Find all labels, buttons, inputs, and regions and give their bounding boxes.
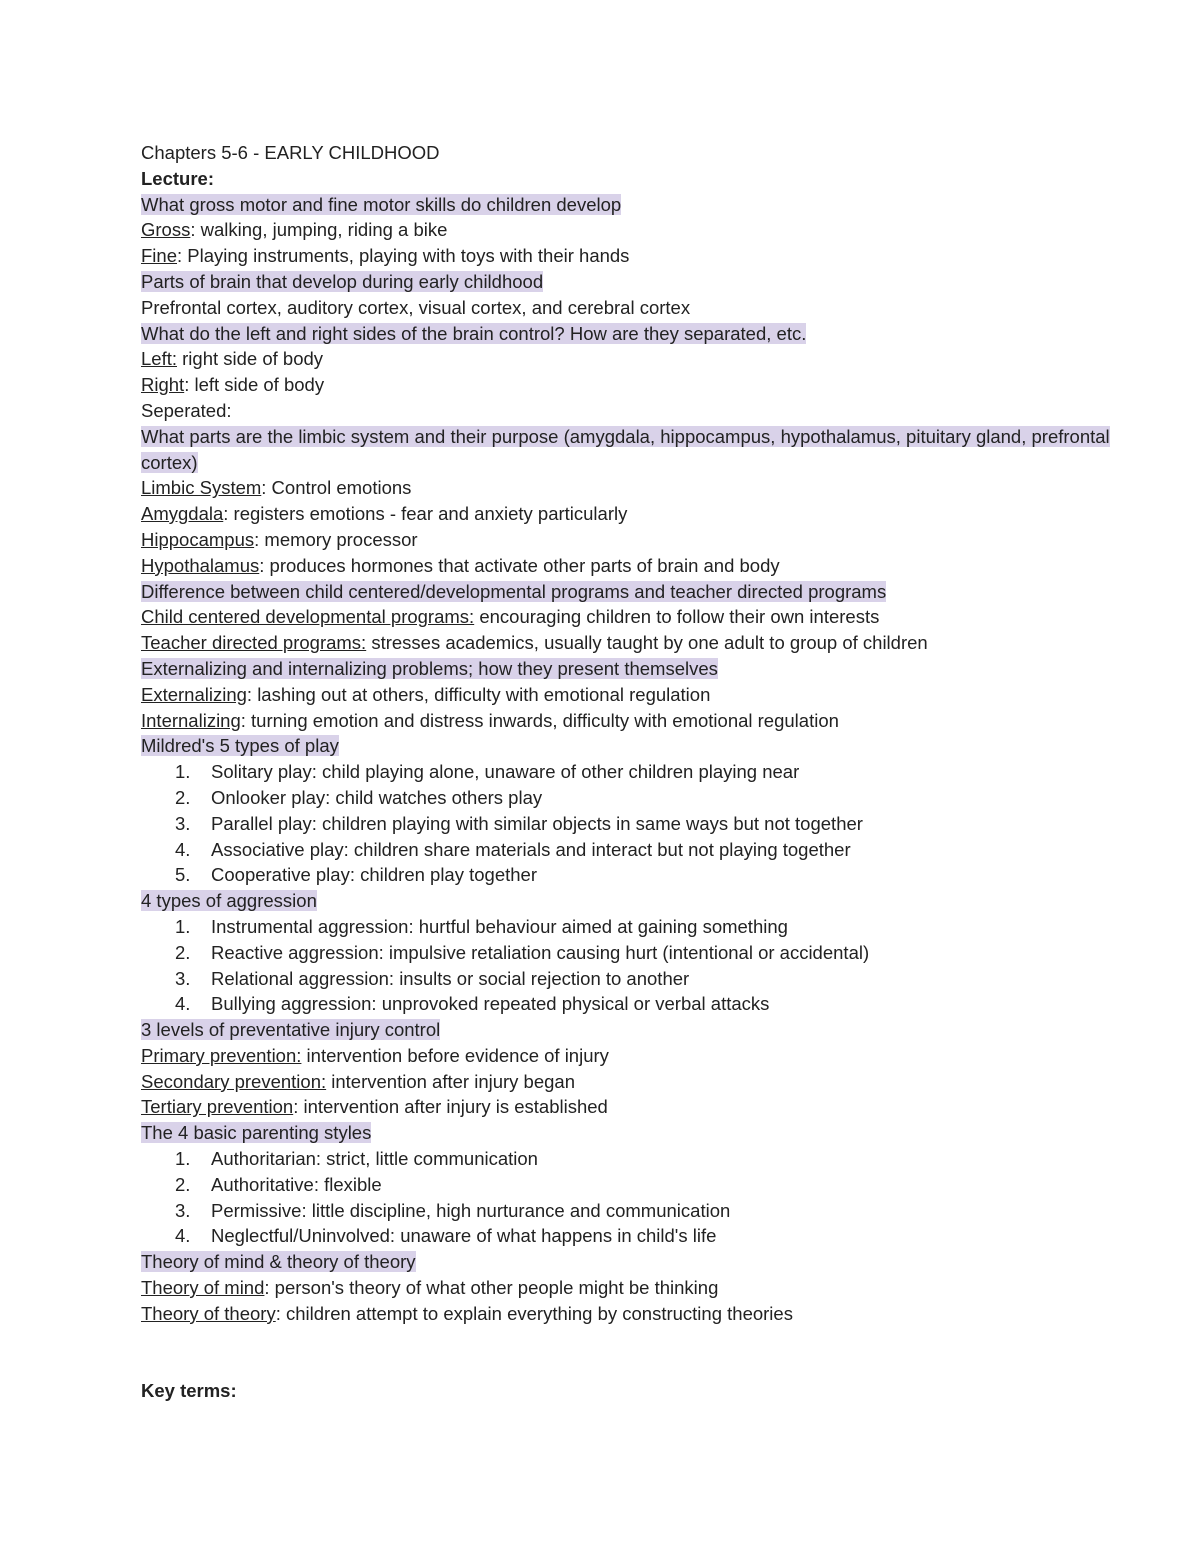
list-item-text: Bullying aggression: unprovoked repeated physical or verbal attacks (211, 993, 770, 1015)
definition-line (141, 217, 1141, 243)
definition-line (141, 1043, 1141, 1069)
list-item-text: Permissive: little discipline, high nurturance and communication (211, 1199, 731, 1221)
question-heading (141, 1120, 1141, 1146)
lecture-notes (141, 192, 1141, 1327)
definition-term: Right (141, 374, 185, 396)
list-item (141, 785, 1141, 811)
list-number: 2. (175, 786, 191, 808)
blank-space (141, 1327, 1141, 1379)
definition-text: : lashing out at others, difficulty with emotional regulation (246, 683, 711, 705)
definition-text: encouraging children to follow their own interests (474, 606, 880, 628)
highlighted-question: Parts of brain that develop during early childhood (141, 270, 544, 292)
list-number: 4. (175, 1225, 191, 1247)
definition-line (141, 682, 1141, 708)
list-item (141, 940, 1141, 966)
list-item (141, 1146, 1141, 1172)
list-item-text: Neglectful/Uninvolved: unaware of what happens in child's life (211, 1225, 717, 1247)
definition-term: Secondary prevention: (141, 1070, 327, 1092)
list-number: 4. (175, 993, 191, 1015)
list-item (141, 914, 1141, 940)
highlighted-question: What gross motor and fine motor skills do children develop (141, 193, 622, 215)
question-heading (141, 1249, 1141, 1275)
definition-line (141, 372, 1141, 398)
definition-line (141, 553, 1141, 579)
highlighted-question: 4 types of aggression (141, 890, 317, 912)
question-heading (141, 579, 1141, 605)
definition-line (141, 243, 1141, 269)
lecture-heading: Lecture: (141, 167, 214, 189)
definition-term: Fine (141, 245, 177, 267)
list-item (141, 837, 1141, 863)
definition-term: Limbic System (141, 477, 262, 499)
definition-line (141, 708, 1141, 734)
definition-term: Left: (141, 348, 177, 370)
definition-term: Tertiary prevention (141, 1096, 294, 1118)
text-line: Prefrontal cortex, auditory cortex, visual cortex, and cerebral cortex (141, 296, 691, 318)
definition-text: : intervention after injury is established (293, 1096, 608, 1118)
key-terms-heading: Key terms: (141, 1380, 237, 1402)
highlighted-question: Difference between child centered/developmental programs and teacher directed programs (141, 580, 887, 602)
definition-term: Gross (141, 219, 191, 241)
list-item-text: Relational aggression: insults or social rejection to another (211, 967, 690, 989)
definition-line (141, 475, 1141, 501)
document-body (141, 140, 1141, 1404)
list-item (141, 1172, 1141, 1198)
definition-term: Hypothalamus (141, 554, 260, 576)
definition-term: Theory of theory (141, 1302, 276, 1324)
list-item-text: Authoritarian: strict, little communication (211, 1148, 538, 1170)
list-item (141, 966, 1141, 992)
definition-term: Internalizing (141, 709, 241, 731)
list-item (141, 811, 1141, 837)
definition-text: intervention after injury began (326, 1070, 575, 1092)
highlighted-question: What do the left and right sides of the brain control? How are they separated, etc. (141, 322, 807, 344)
question-heading (141, 733, 1141, 759)
highlighted-question: Mildred's 5 types of play (141, 735, 339, 757)
definition-text: : Playing instruments, playing with toys with their hands (177, 245, 630, 267)
definition-line (141, 630, 1141, 656)
list-item-text: Reactive aggression: impulsive retaliation causing hurt (intentional or accidental) (211, 941, 870, 963)
list-number: 1. (175, 1148, 191, 1170)
definition-term: Primary prevention: (141, 1044, 302, 1066)
question-heading (141, 1017, 1141, 1043)
list-number: 3. (175, 1199, 191, 1221)
definition-term: Child centered developmental programs: (141, 606, 475, 628)
list-item (141, 991, 1141, 1017)
definition-text: : children attempt to explain everything by constructing theories (275, 1302, 793, 1324)
definition-line (141, 346, 1141, 372)
highlighted-question: The 4 basic parenting styles (141, 1122, 372, 1144)
highlighted-question: What parts are the limbic system and their purpose (amygdala, hippocampus, hypothalamus, pituitary gland, prefrontal cortex) (141, 425, 1110, 473)
list-item-text: Associative play: children share materials and interact but not playing together (211, 838, 851, 860)
list-item-text: Parallel play: children playing with similar objects in same ways but not together (211, 812, 863, 834)
list-item-text: Cooperative play: children play together (211, 864, 537, 886)
definition-term: Externalizing (141, 683, 247, 705)
question-heading (141, 269, 1141, 295)
definition-line (141, 1275, 1141, 1301)
definition-text: : walking, jumping, riding a bike (190, 219, 448, 241)
list-item (141, 759, 1141, 785)
highlighted-question: Externalizing and internalizing problems; how they present themselves (141, 657, 718, 679)
list-number: 5. (175, 864, 191, 886)
list-number: 4. (175, 838, 191, 860)
list-number: 1. (175, 761, 191, 783)
definition-text: : registers emotions - fear and anxiety particularly (223, 503, 628, 525)
definition-text: intervention before evidence of injury (301, 1044, 609, 1066)
list-number: 1. (175, 915, 191, 937)
question-heading (141, 888, 1141, 914)
question-heading (141, 321, 1141, 347)
definition-text: : person's theory of what other people might be thinking (264, 1277, 719, 1299)
definition-line (141, 501, 1141, 527)
list-item (141, 1198, 1141, 1224)
definition-line (141, 1301, 1141, 1327)
definition-text: : left side of body (184, 374, 325, 396)
list-number: 2. (175, 941, 191, 963)
list-number: 3. (175, 967, 191, 989)
definition-text: : Control emotions (261, 477, 412, 499)
list-number: 3. (175, 812, 191, 834)
list-item-text: Onlooker play: child watches others play (211, 786, 543, 808)
question-heading (141, 192, 1141, 218)
definition-term: Amygdala (141, 503, 224, 525)
list-item (141, 1223, 1141, 1249)
highlighted-question: 3 levels of preventative injury control (141, 1019, 441, 1041)
definition-line (141, 1069, 1141, 1095)
definition-term: Teacher directed programs: (141, 632, 367, 654)
list-number: 2. (175, 1173, 191, 1195)
definition-text: : produces hormones that activate other parts of brain and body (259, 554, 780, 576)
question-heading (141, 656, 1141, 682)
question-heading (141, 424, 1141, 476)
definition-line (141, 527, 1141, 553)
definition-line (141, 1094, 1141, 1120)
definition-text: right side of body (177, 348, 324, 370)
definition-line (141, 604, 1141, 630)
highlighted-question: Theory of mind & theory of theory (141, 1251, 416, 1273)
definition-text: : memory processor (254, 528, 418, 550)
text-line: Seperated: (141, 399, 232, 421)
list-item-text: Authoritative: flexible (211, 1173, 382, 1195)
list-item-text: Instrumental aggression: hurtful behaviour aimed at gaining something (211, 915, 788, 937)
definition-text: stresses academics, usually taught by one adult to group of children (366, 632, 928, 654)
list-item-text: Solitary play: child playing alone, unaware of other children playing near (211, 761, 800, 783)
definition-term: Theory of mind (141, 1277, 265, 1299)
definition-term: Hippocampus (141, 528, 255, 550)
list-item (141, 862, 1141, 888)
definition-text: : turning emotion and distress inwards, difficulty with emotional regulation (240, 709, 839, 731)
document-title: Chapters 5-6 - EARLY CHILDHOOD (141, 142, 440, 163)
